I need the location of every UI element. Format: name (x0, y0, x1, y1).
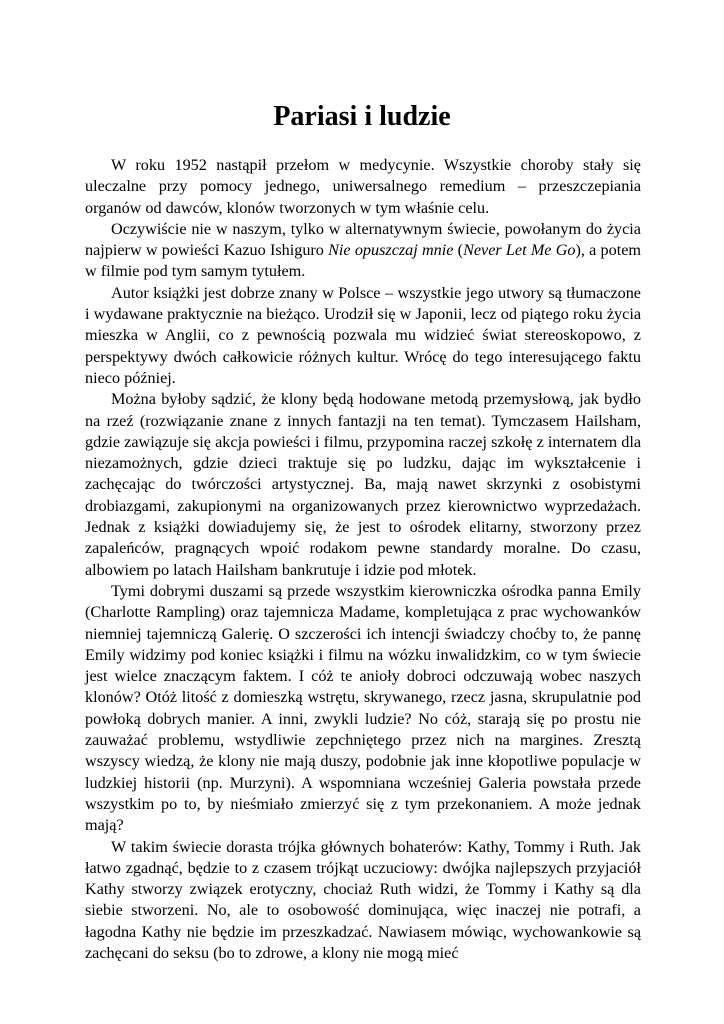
paragraph-text: Autor książki jest dobrze znany w Polsce – wszystkie jego utwory są tłumaczone i wydawane praktycznie na bieżąco. Urodził się w Japonii, lecz od piątego roku życia mieszka w Anglii, co z pewnością pozwala mu widzieć świat stereoskopowo, z perspektywy dwóch całkowicie różnych kultur. Wrócę do tego interesującego faktu nieco później. (85, 283, 641, 387)
italic-title-text: Never Let Me Go (463, 241, 576, 260)
paragraph (85, 389, 641, 581)
paragraph-text: Można byłoby sądzić, że klony będą hodowane metodą przemysłową, jak bydło na rzeź (rozwiązanie znane z innych fantazji na ten temat). Tymczasem Hailsham, gdzie zawiązuje się akcja powieści i filmu, przypomina raczej szkołę z internatem dla niezamożnych, gdzie dzieci traktuje się po ludzku, dając im wykształcenie i zachęcając do twórczości artystycznej. Ba, mają nawet skrzynki z osobistymi drobiazgami, zakupionymi na organizowanych przez kierownictwo wyprzedażach. Jednak z książki dowiadujemy się, że jest to ośrodek elitarny, stworzony przez zapaleńców, pragnących wpoić rodakom pewne standardy moralne. Do czasu, albowiem po latach Hailsham bankrutuje i idzie pod młotek. (85, 390, 641, 579)
paragraph-text: W roku 1952 nastąpił przełom w medycynie. Wszystkie choroby stały się uleczalne przy pomocy jednego, uniwersalnego remedium – przeszczepiania organów od dawców, klonów tworzonych w tym właśnie celu. (85, 156, 641, 217)
paragraph (85, 581, 641, 837)
paragraph-text: Oczywiście nie w naszym, tylko w alternatywnym świecie, powołanym do życia najpierw w powieści Kazuo Ishiguro (85, 219, 641, 260)
paragraph (85, 283, 641, 389)
paragraph-text: W takim świecie dorasta trójka głównych bohaterów: Kathy, Tommy i Ruth. Jak łatwo zgadnąć, będzie to z czasem trójkąt uczuciowy: dwójka najlepszych przyjaciół Kathy stworzy związek erotyczny, chociaż Ruth widzi, że Tommy i Kathy są dla siebie stworzeni. No, ale to osobowość dominująca, więc inaczej nie potrafi, a łagodna Kathy nie będzie im przeszkadzać. Nawiasem mówiąc, wychowankowie są zachęcani do seksu (bo to zdrowe, a klony nie mogą mieć (85, 837, 641, 962)
document-title: Pariasi i ludzie (273, 101, 451, 132)
paragraph-text: ), a potem w filmie pod tym samym tytułem. (85, 241, 641, 281)
paragraph-text: ( (453, 241, 464, 260)
italic-title-text: Nie opuszczaj mnie (328, 241, 454, 260)
paragraph (85, 219, 641, 283)
paragraph-text: Tymi dobrymi duszami są przede wszystkim kierowniczka ośrodka panna Emily (Charlotte Rampling) oraz tajemnicza Madame, kompletująca z prac wychowanków niemniej tajemniczą Galerię. O szczerości ich intencji świadczy choćby to, że pannę Emily widzimy pod koniec książki i filmu na wózku inwalidzkim, co w tym świecie jest wielce znaczącym faktem. I cóż te anioły dobroci odczuwają wobec naszych klonów? Otóż litość z domieszką wstrętu, skrywanego, rzecz jasna, skrupulatnie pod powłoką dobrych manier. A inni, zwykli ludzie? No cóż, starają się po prostu nie zauważać problemu, wstydliwie zepchniętego przez nich na margines. Zresztą wszyscy wiedzą, że klony nie mają duszy, podobnie jak inne kłopotliwe populacje w ludzkiej historii (np. Murzyni). A wspomniana wcześniej Galeria powstała przede wszystkim po to, by nieśmiało zmierzyć się z tym przekonaniem. A może jednak mają? (85, 581, 641, 835)
paragraph (85, 837, 641, 965)
document-body (85, 155, 641, 964)
paragraph (85, 155, 641, 219)
